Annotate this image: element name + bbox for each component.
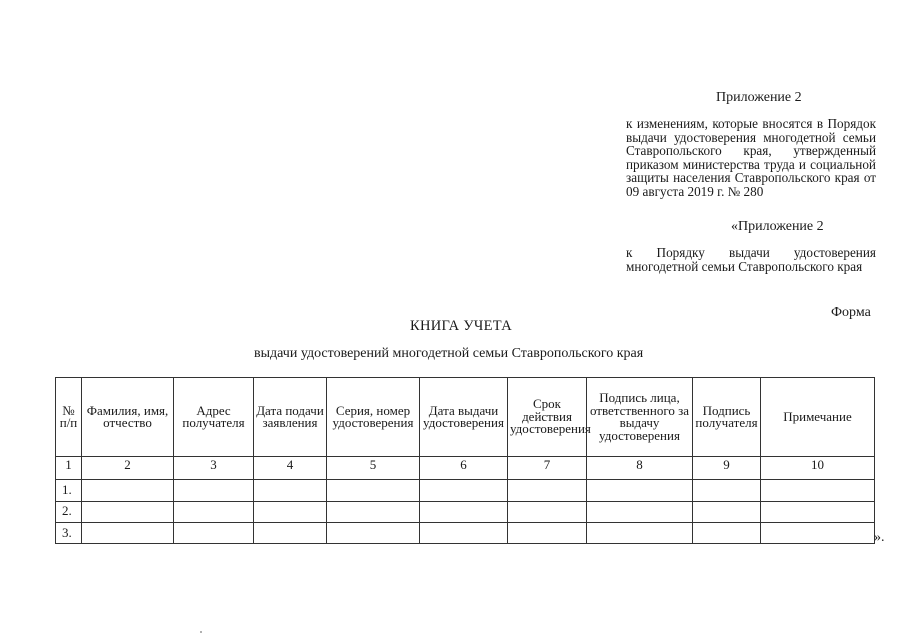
table-cell <box>254 522 327 543</box>
scan-speck <box>200 631 202 633</box>
table-cell <box>174 501 254 522</box>
document-title: КНИГА УЧЕТА <box>410 318 512 334</box>
table-cell <box>693 480 761 501</box>
document-subtitle: выдачи удостоверений многодетной семьи Ставропольского края <box>254 346 644 361</box>
table-cell <box>82 501 174 522</box>
table-cell <box>761 480 875 501</box>
column-number: 8 <box>587 457 693 480</box>
column-number: 2 <box>82 457 174 480</box>
table-cell <box>174 522 254 543</box>
table-cell <box>508 501 587 522</box>
column-number: 3 <box>174 457 254 480</box>
closing-quote-mark: ». <box>874 530 885 545</box>
table-cell <box>587 522 693 543</box>
appendix-text: к изменениям, которые вносятся в Порядок выдачи удостоверения многодетной семьи Ставропольского края, утвержденный приказом министерства труда и социальной защиты населения Ставропольского края от 09 августа 2019 г. № 280 <box>626 116 876 199</box>
table-cell <box>327 480 420 501</box>
table-cell <box>327 522 420 543</box>
column-number: 7 <box>508 457 587 480</box>
header-recipient-signature: Подпись получателя <box>693 378 761 457</box>
column-number: 6 <box>420 457 508 480</box>
column-number: 4 <box>254 457 327 480</box>
column-number-row <box>56 457 875 480</box>
header-validity: Срок действия удостоверения <box>508 378 587 457</box>
header-full-name: Фамилия, имя, отчество <box>82 378 174 457</box>
header-number: № п/п <box>56 378 82 457</box>
table-cell <box>82 522 174 543</box>
table-cell <box>508 522 587 543</box>
appendix2-text: к Порядку выдачи удостоверения многодетной семьи Ставропольского края <box>626 245 876 274</box>
column-number: 5 <box>327 457 420 480</box>
header-application-date: Дата подачи заявления <box>254 378 327 457</box>
table-row <box>56 480 875 501</box>
table-cell <box>587 480 693 501</box>
table-cell <box>420 522 508 543</box>
registry-table <box>55 377 875 544</box>
header-issue-date: Дата выдачи удостоверения <box>420 378 508 457</box>
header-address: Адрес получателя <box>174 378 254 457</box>
header-notes: Примечание <box>761 378 875 457</box>
table-header-row <box>56 378 875 457</box>
column-number: 10 <box>761 457 875 480</box>
table-cell <box>174 480 254 501</box>
form-label: Форма <box>831 305 871 320</box>
table-row <box>56 522 875 543</box>
table-cell <box>508 480 587 501</box>
table-row <box>56 501 875 522</box>
table-cell <box>420 501 508 522</box>
table-cell <box>327 501 420 522</box>
table-cell <box>693 501 761 522</box>
table-cell <box>693 522 761 543</box>
header-responsible-signature: Подпись лица, ответственного за выдачу удостоверения <box>587 378 693 457</box>
appendix2-title: «Приложение 2 <box>731 219 824 234</box>
table-cell <box>254 480 327 501</box>
row-number: 2. <box>56 501 82 522</box>
row-number: 1. <box>56 480 82 501</box>
table-cell <box>761 501 875 522</box>
row-number: 3. <box>56 522 82 543</box>
table-cell <box>420 480 508 501</box>
table-cell <box>587 501 693 522</box>
header-series-number: Серия, номер удостоверения <box>327 378 420 457</box>
table-cell <box>82 480 174 501</box>
column-number: 9 <box>693 457 761 480</box>
table-cell <box>761 522 875 543</box>
table-cell <box>254 501 327 522</box>
column-number: 1 <box>56 457 82 480</box>
appendix-title: Приложение 2 <box>716 90 802 105</box>
